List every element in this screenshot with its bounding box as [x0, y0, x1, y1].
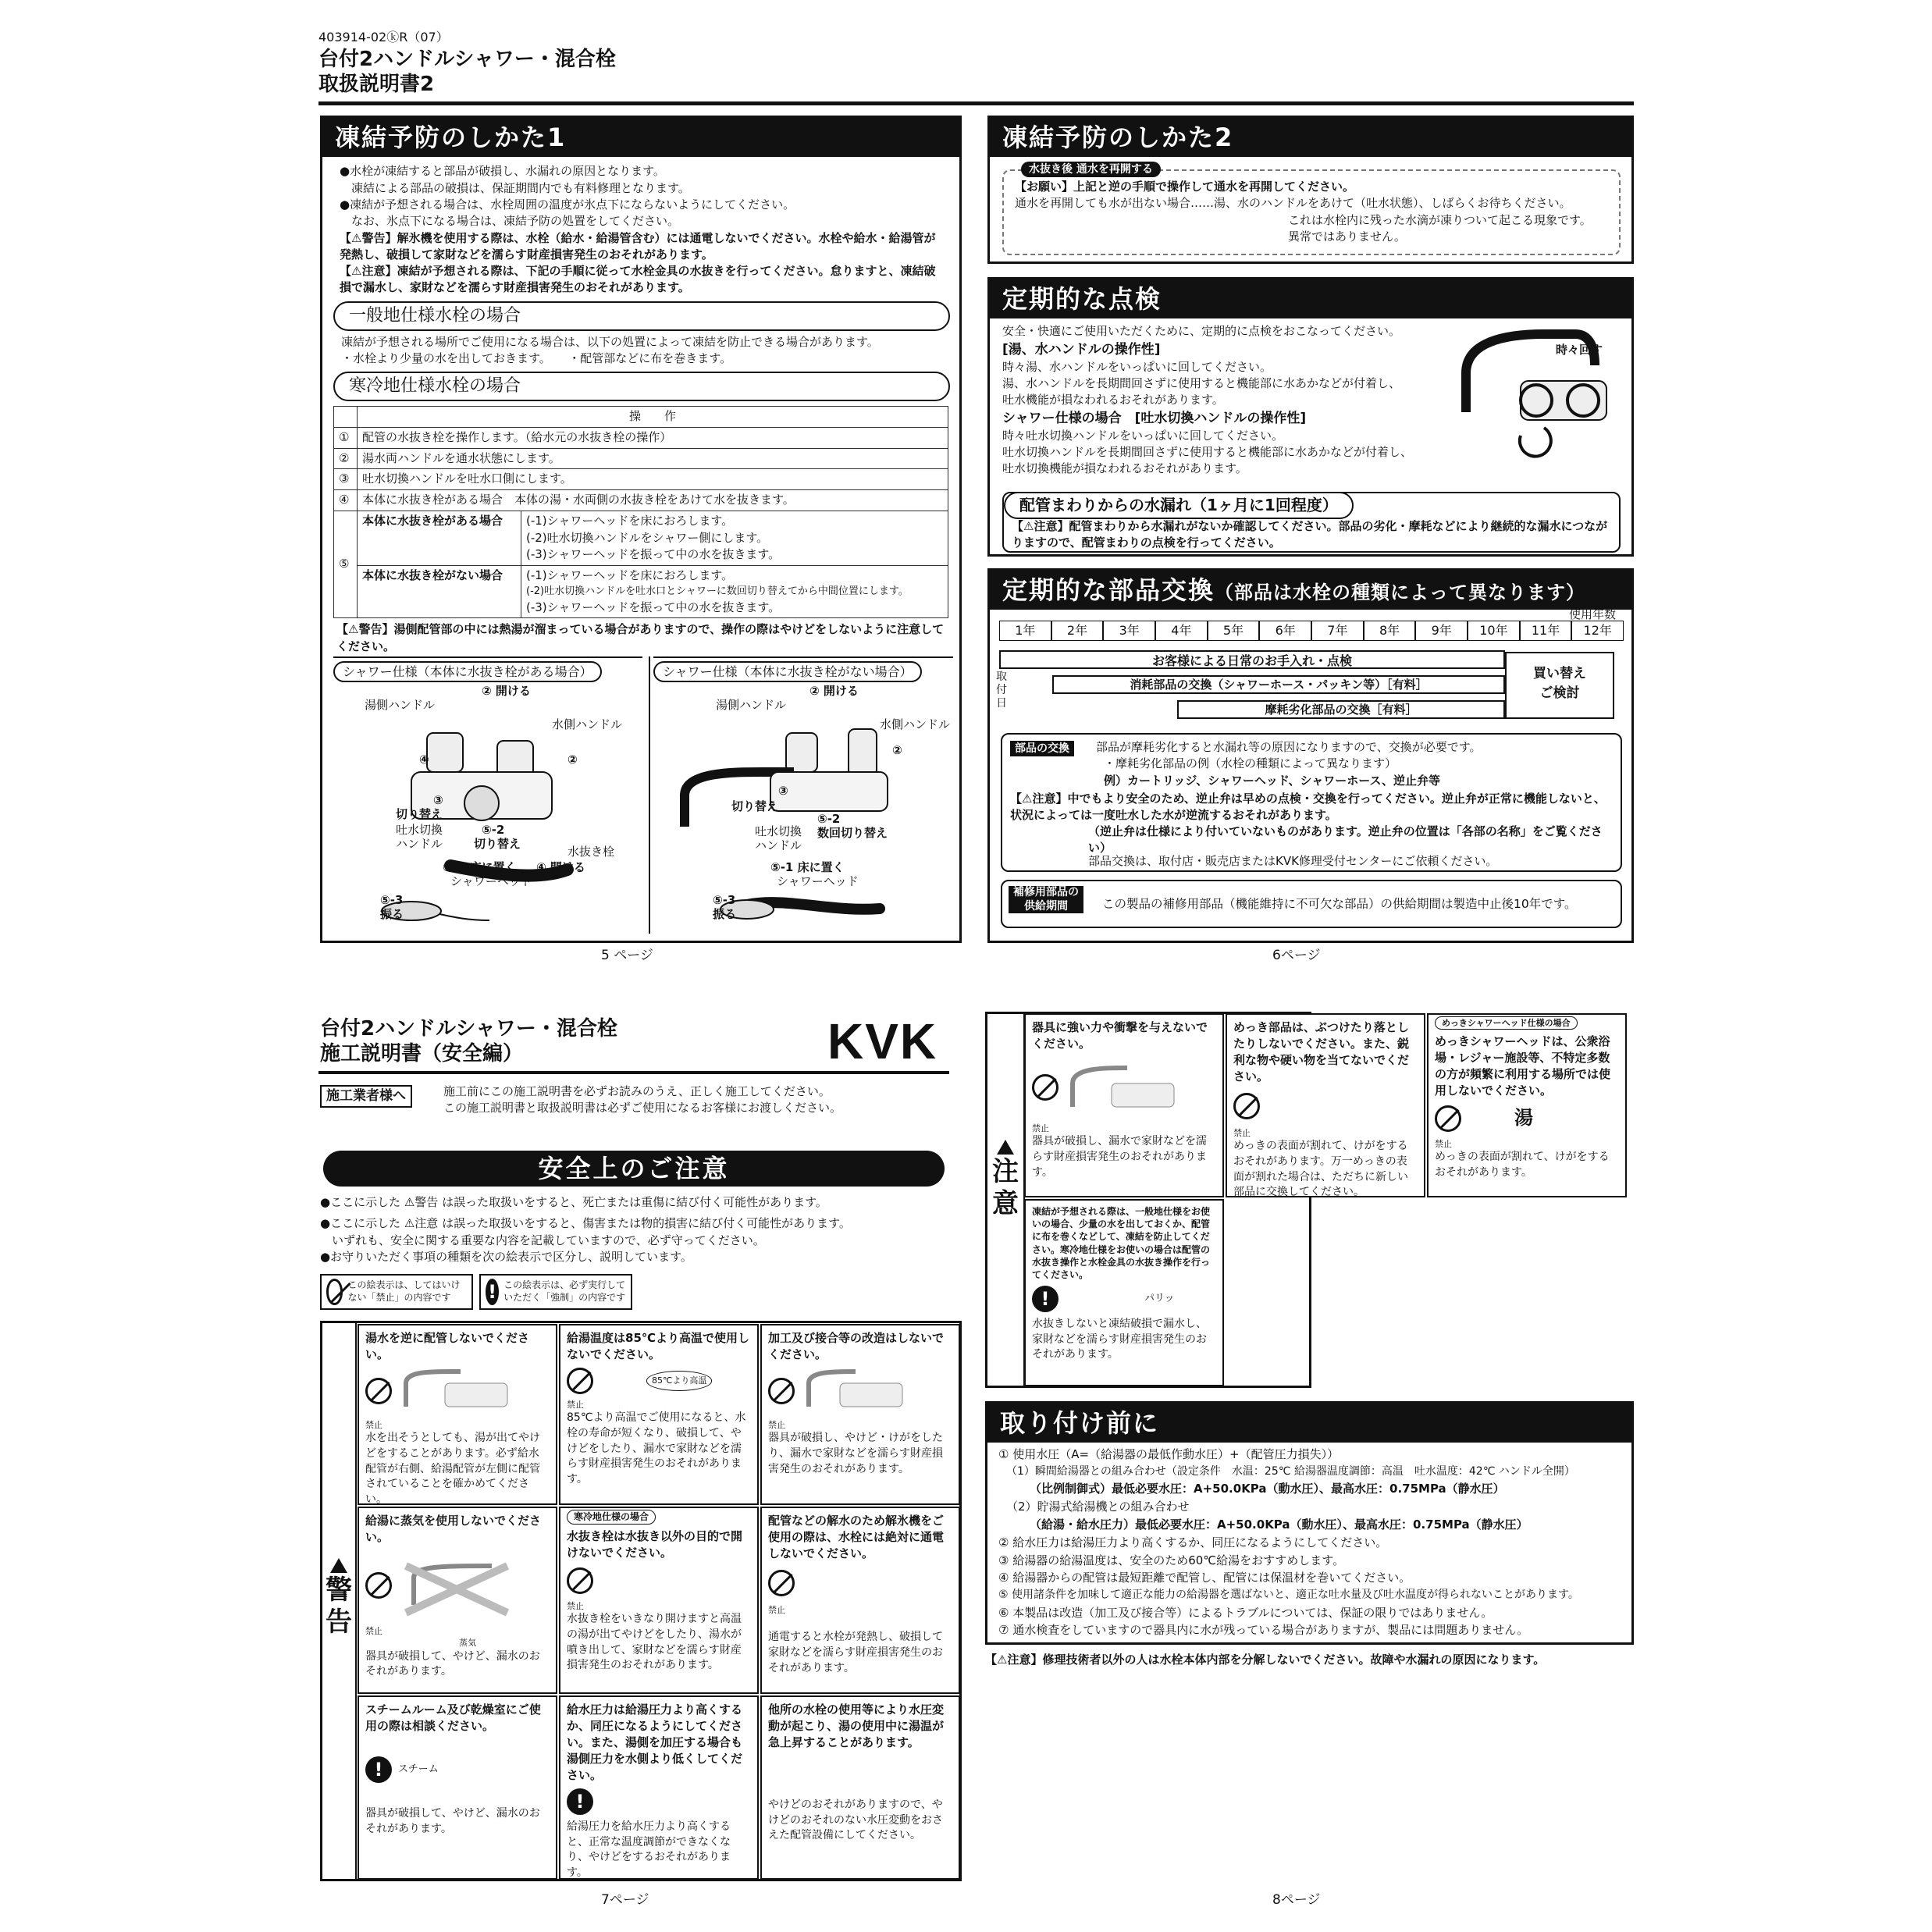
fig-label: ② [892, 743, 902, 757]
intro-line: ●凍結が予想される場合は、水栓周囲の温度が氷点下にならないようにしてください。 [340, 197, 795, 212]
inspect-line: 時々吐水切換ハンドルをいっぱいに回してください。 [1002, 428, 1284, 443]
replace-line: ご検討 [1539, 685, 1580, 701]
inspect-line: 吐水切換機能が損なわれるおそれがあります。 [1002, 461, 1247, 476]
before-line: （1）瞬間給湯器との組み合わせ（設定条件 水温：25℃ 給湯器温度調節：高温 吐水温度：42℃ ハンドル全開） [1006, 1465, 1575, 1478]
fig-label: 湯側ハンドル [716, 698, 787, 712]
fig-label: ② 開ける [482, 684, 531, 698]
row-text: 配管の水抜き栓を操作します。（給水元の水抜き栓の操作） [358, 427, 948, 448]
step: (-1)シャワーヘッドを床におろします。 [526, 568, 734, 583]
cell-heading: 給水圧力は給湯圧力より高くするか、同圧になるようにしてください。また、湯側を加圧する場合も湯側圧力を水側より低くしてください。 [567, 1703, 743, 1782]
parts-heading [990, 571, 1631, 610]
before-line: （比例制御式）最低必要水圧：A+50.0KPa（動水圧）、最高水圧：0.75MPa（静水圧） [1030, 1482, 1505, 1496]
exchange-box [1001, 733, 1622, 872]
safety-line: ●ここに示した ⚠警告 は誤った取扱いをすると、死亡または重傷に結び付く可能性があります。 [320, 1195, 827, 1209]
table-head: 操 作 [358, 407, 948, 428]
inspect-subhead: シャワー仕様の場合 [吐水切換ハンドルの操作性] [1002, 410, 1307, 426]
intro-line: ●水栓が凍結すると部品が破損し、水漏れの原因となります。 [340, 164, 665, 179]
caution-cell [1427, 1013, 1627, 1197]
general-items-line: ・水栓より少量の水を出しておきます。 ・配管部などに布を巻きます。 [341, 350, 732, 365]
fig-label: ② [568, 753, 578, 767]
temp-tag: 85℃より高温 [646, 1371, 712, 1390]
bar-daily-care: お客様による日常のお手入れ・点検 [999, 650, 1505, 669]
step: (-2)吐水切換ハンドルを吐水口とシャワーに数回切り替えてから中間位置にします。 [526, 585, 909, 597]
year-cell: 3年 [1103, 621, 1155, 641]
inspect-line: 時々湯、水ハンドルをいっぱいに回してください。 [1002, 359, 1272, 374]
cell-body: やけどのおそれがありますので、やけどのおそれのない水圧変動をおさえた配管設備にしてください。 [768, 1799, 943, 1842]
prohibited-icon [567, 1567, 593, 1594]
page-number-6: 6ページ [1272, 948, 1321, 963]
exchange-tag: 部品の交換 [1010, 741, 1074, 756]
header-rule [318, 101, 1634, 105]
row5b-steps [521, 566, 948, 618]
row-number: ③ [334, 469, 358, 490]
turn-label: 時々回す [1556, 343, 1603, 357]
row-number: ② [334, 448, 358, 469]
warning-cell [760, 1695, 960, 1880]
warning-cell [760, 1324, 960, 1505]
cell-body: 水抜き栓をいきなり開けますと高温の湯が出てやけどをしたり、湯水が噴き出して、家財などを濡らす財産損害発生のおそれがあります。 [567, 1613, 742, 1672]
exchange-text [1096, 739, 1611, 789]
caution-cell [1024, 1013, 1224, 1197]
page-6-heading: 凍結予防のしかた2 [990, 118, 1631, 157]
fig-label: ④ 開ける [536, 860, 585, 874]
install-date-label: 取付日 [996, 671, 1007, 710]
step: (-2)吐水切換ハンドルをシャワー側にします。 [526, 530, 769, 545]
warning-cell [358, 1324, 557, 1505]
row5a-steps [521, 511, 948, 565]
warning-side [322, 1323, 357, 1879]
resume-line: 異常ではありません。 [1288, 229, 1406, 244]
prohibited-icon [768, 1570, 795, 1596]
cell-heading: めっきシャワーヘッドは、公衆浴場・レジャー施設等、不特定多数の方が頻繁に利用する場所では使用しないでください。 [1435, 1034, 1611, 1098]
step: (-1)シャワーヘッドを床におろします。 [526, 513, 734, 528]
row-text: 本体に水抜き栓がある場合 本体の湯・水両側の水抜き栓をあけて水を抜きます。 [358, 490, 948, 511]
install-subtitle: 施工説明書（安全編） [320, 1042, 524, 1066]
page-6-resume [987, 116, 1634, 264]
supply-tag [1009, 886, 1083, 913]
inspection-heading: 定期的な点検 [990, 279, 1631, 318]
fig-label: ② 開ける [809, 684, 859, 698]
page-number-7: 7ページ [601, 1892, 649, 1908]
installer-text [443, 1083, 841, 1117]
before-line: （給湯・給水圧力）最低必要水圧：A+50.0KPa（動水圧）、最高水圧：0.75MPa（静水圧） [1030, 1517, 1528, 1532]
forbid-label: 禁止 [365, 1626, 382, 1636]
fig-label: ⑤-1 床に置く [770, 860, 845, 874]
cell-heading: 水抜き栓は水抜き以外の目的で開けないでください。 [567, 1529, 743, 1560]
row-text: 吐水切換ハンドルを吐水口側にします。 [358, 469, 948, 490]
prohibited-icon [768, 1378, 795, 1404]
safety-heading: 安全上のご注意 [323, 1151, 945, 1187]
fig-label: 水側ハンドル [552, 717, 623, 731]
table-row [334, 469, 948, 490]
faucet-icon [398, 1368, 523, 1414]
year-cell: 8年 [1364, 621, 1416, 641]
cold-tag: 寒冷地仕様の場合 [567, 1510, 656, 1525]
supply-period-box [1001, 880, 1622, 928]
exchange-line: 部品が摩耗劣化すると水漏れ等の原因になりますので、交換が必要です。 [1096, 740, 1482, 754]
fig-label: シャワーヘッド [777, 874, 859, 888]
before-line: ⑤ 使用諸条件を加味して適正な能力の給湯器を選ばないと、適正な吐水量及び吐水温度が得られないことがあります。 [998, 1589, 1579, 1602]
warning-hot-water: 【⚠警告】湯側配管部の中には熱湯が溜まっている場合がありますので、操作の際はやけどをしないように注意してください。 [336, 622, 945, 653]
cell-body: 通電すると水栓が発熱し、破損して家財などを濡らす財産損害発生のおそれがあります。 [768, 1631, 943, 1674]
cell-heading: めっき部品は、ぶつけたり落としたりしないでください。また、鋭利な物や硬い物を当てないでください。 [1233, 1020, 1410, 1083]
supply-text: この製品の補修用部品（機能維持に不可欠な部品）の供給期間は製造中止後10年です。 [1102, 897, 1577, 911]
year-cell: 11年 [1520, 621, 1572, 641]
row-number: ⑤ [334, 511, 358, 618]
resume-line: 【お願い】上記と逆の手順で操作して通水を再開してください。 [1015, 180, 1355, 194]
figure-with-drain [333, 656, 642, 934]
cell-body: 器具が破損し、漏水で家財などを濡らす財産損害発生のおそれがあります。 [1032, 1135, 1207, 1179]
page-5-intro [322, 157, 959, 296]
page-number-8: 8ページ [1272, 1892, 1321, 1908]
fig-label: ⑤-1 床に置く [443, 860, 517, 874]
before-line: ② 給水圧力は給湯圧力より高くするか、同圧になるようにしてください。 [998, 1535, 1388, 1550]
fig-label: ③ [433, 793, 443, 807]
parts-heading-main: 定期的な部品交換 [1002, 575, 1215, 605]
drain-operations-table [333, 406, 948, 618]
warning-cell [559, 1507, 759, 1694]
supply-tag-line: 補修用部品の [1013, 886, 1079, 898]
leak-title: 配管まわりからの水漏れ（1ヶ月に1回程度） [1004, 492, 1354, 519]
cell-heading: 他所の水栓の使用等により水圧変動が起こり、湯の使用中に湯温が急上昇することがあります。 [768, 1703, 945, 1749]
before-heading: 取り付け前に [987, 1404, 1631, 1443]
prohibited-icon [1233, 1093, 1260, 1119]
fig-label: ⑤-2 [482, 823, 505, 837]
cell-body: 器具が破損して、やけど、漏水のおそれがあります。 [365, 1807, 540, 1835]
prohibited-icon [326, 1279, 343, 1305]
cell-body: 器具が破損し、やけど・けがをしたり、漏水で家財などを濡らす財産損害発生のおそれがあります。 [768, 1432, 943, 1475]
fig-label: 吐水切換 [396, 823, 443, 837]
installer-tag: 施工業者様へ [320, 1085, 412, 1108]
year-cell: 12年 [1571, 621, 1624, 641]
safety-line: ●ここに示した ⚠注意 は誤った取扱いをすると、傷害または物的損害に結び付く可能性があります。 [320, 1216, 851, 1231]
figure-title: シャワー仕様（本体に水抜き栓がある場合） [333, 661, 602, 682]
caution-cell [1226, 1013, 1425, 1197]
mandatory-icon: ! [1032, 1286, 1059, 1312]
final-caution: 【⚠注意】修理技術者以外の人は水栓本体内部を分解しないでください。故障や水漏れの原因になります。 [985, 1653, 1546, 1667]
step: (-3)シャワーヘッドを振って中の水を抜きます。 [526, 547, 781, 562]
table-row [334, 427, 948, 448]
cell-heading: 器具に強い力や衝撃を与えないでください。 [1032, 1020, 1208, 1051]
replace-box [1505, 652, 1614, 719]
warning-antifreeze: 【⚠警告】解氷機を使用する際は、水栓（給水・給湯管含む）には通電しないでください。水栓や給水・給湯管が発熱し、破損して家財などを濡らす財産損害発生のおそれがあります。 [340, 230, 936, 262]
table-row [334, 566, 948, 618]
before-line: ④ 給湯器からの配管は最短距離で配管し、配管には保温材を巻いてください。 [998, 1571, 1411, 1585]
year-cell: 10年 [1468, 621, 1520, 641]
fig-label: 振る [713, 907, 737, 921]
steam-label: スチーム [398, 1763, 439, 1775]
kvk-logo: KVK [827, 1013, 938, 1069]
leak-box [1002, 492, 1621, 553]
caution-cell [1024, 1199, 1224, 1386]
fig-label: ⑤-3 [380, 893, 404, 907]
cold-spec-title: 寒冷地仕様水栓の場合 [333, 372, 950, 401]
safety-line: いずれも、安全に関する重要な内容を記載していますので、必ず守ってください。 [320, 1233, 765, 1247]
installer-line: この施工説明書と取扱説明書は必ずご使用になるお客様にお渡しください。 [443, 1101, 842, 1115]
warning-cell [358, 1695, 557, 1880]
year-scale [999, 621, 1624, 641]
before-line: ③ 給湯器の給湯温度は、安全のため60℃給湯をおすすめします。 [998, 1553, 1345, 1567]
figure-title: シャワー仕様（本体に水抜き栓がない場合） [653, 661, 922, 682]
year-cell: 6年 [1259, 621, 1311, 641]
mandatory-icon: ! [486, 1279, 499, 1305]
legend-mandatory [479, 1274, 632, 1310]
cell-heading: 給湯温度は85℃より高温で使用しないでください。 [567, 1331, 750, 1361]
row-text: 湯水両ハンドルを通水状態にします。 [358, 448, 948, 469]
plated-tag: めっきシャワーヘッド仕様の場合 [1435, 1016, 1578, 1030]
resume-title: 水抜き後 通水を再開する [1021, 162, 1161, 177]
warning-side-label: 警告 [326, 1574, 352, 1638]
fig-label: 切り替え [396, 807, 443, 821]
document-title: 台付2ハンドルシャワー・混合栓 [318, 48, 616, 71]
repair-contact: 部品交換は、取付店・販売店またはKVK修理受付センターにご依頼ください。 [1088, 854, 1498, 868]
page-5 [320, 116, 962, 943]
bar-consumables: 消耗部品の交換（シャワーホース・パッキン等）［有料］ [1052, 675, 1505, 694]
freeze-text: 凍結が予想される際は、一般地仕様をお使いの場合、少量の水を出しておくか、配管に布を巻くなどして、凍結を防止してください。寒冷地仕様をお使いの場合は配管の水抜き操作と水栓金具の水抜き操作を行ってください。 [1032, 1206, 1211, 1280]
prohibited-icon [1032, 1074, 1059, 1101]
figure-divider [649, 656, 650, 934]
safety-notes [320, 1194, 945, 1265]
cell-body: めっきの表面が割れて、けがをするおそれがあります。 [1435, 1151, 1610, 1179]
resume-line: 通水を再開しても水が出ない場合……湯、水のハンドルをあけて（吐水状態）、しばらくお待ちください。 [1015, 196, 1571, 211]
before-line: ① 使用水圧（A=（給湯器の最低作動水圧）+（配管圧力損失）） [998, 1447, 1340, 1462]
exchange-line: ・摩耗劣化部品の例（水栓の種類によって異なります） [1104, 756, 1397, 771]
fig-label: 切り替え [731, 799, 779, 813]
cell-body: めっきの表面が割れて、けがをするおそれがあります。万一めっきの表面が割れた場合は、ただちに新しい部品に交換してください。 [1233, 1140, 1408, 1199]
caution-drain: 【⚠注意】凍結が予想される際は、下記の手順に従って水栓金具の水抜きを行ってください。怠りますと、凍結破損で漏水し、家財などを濡らす財産損害発生のおそれがあります。 [340, 264, 936, 295]
fig-label: シャワーヘッド [450, 874, 532, 888]
step: (-3)シャワーヘッドを振って中の水を抜きます。 [526, 600, 781, 614]
resume-line: これは水栓内に残った水滴が凍りついて起こる現象です。 [1288, 212, 1592, 227]
inspect-subhead: [湯、水ハンドルの操作性] [1002, 341, 1161, 358]
bar-worn-parts: 摩耗劣化部品の交換［有料］ [1177, 700, 1505, 719]
fig-label: ハンドル [755, 838, 802, 852]
general-spec-text [333, 331, 948, 371]
table-row [334, 490, 948, 511]
fig-label: ⑤-2 [817, 812, 841, 826]
before-line: （2）貯湯式給湯機との組み合わせ [1006, 1500, 1190, 1514]
forbid-label: 禁止 [365, 1420, 382, 1430]
legend-text: この絵表示は、してはいけない「禁止」の内容です [347, 1279, 461, 1303]
before-install [985, 1401, 1634, 1645]
resume-box [1002, 163, 1621, 255]
steam-faucet-icon [398, 1558, 515, 1613]
cell-heading: 給湯に蒸気を使用しないでください。 [365, 1514, 542, 1544]
before-line: ⑥ 本製品は改造（加工及び接合等）によるトラブルについては、保証の限りではありません。 [998, 1605, 1493, 1620]
cell-body: 水抜きしないと凍結破損で漏水し、家財などを濡らす財産損害発生のおそれがあります。 [1032, 1318, 1207, 1361]
cell-body: 水を出そうとしても、湯が出てやけどをすることがあります。必ず給水配管が右側、給湯配管が左側に配管されていることを確かめてください。 [365, 1432, 540, 1506]
inspect-line: 吐水切換ハンドルを長期間回さずに使用すると機能部に水あかなどが付着し、 [1002, 445, 1413, 460]
cell-body: 給湯圧力を給水圧力より高くすると、正常な温度調節ができなくなり、やけどをするおそれがあります。 [567, 1820, 731, 1879]
general-spec-title: 一般地仕様水栓の場合 [333, 301, 950, 331]
installer-line: 施工前にこの施工説明書を必ずお読みのうえ、正しく施工してください。 [443, 1084, 831, 1098]
check-valve-note: （逆止弁は仕様により付いていないものがあります。逆止弁の位置は「各部の名称」をご覧ください） [1088, 824, 1603, 856]
caution-side [987, 1014, 1025, 1386]
forbid-label: 禁止 [768, 1420, 785, 1430]
page-5-heading: 凍結予防のしかた1 [322, 118, 959, 157]
fig-label: ⑤-3 [713, 893, 736, 907]
year-cell: 2年 [1051, 621, 1104, 641]
inspect-line: 湯、水ハンドルを長期間回さずに使用すると機能部に水あかなどが付着し、 [1002, 376, 1401, 391]
faucet-impact-icon [1065, 1060, 1182, 1115]
inspect-line: 吐水機能が損なわれるおそれがあります。 [1002, 393, 1224, 407]
mandatory-icon: ! [567, 1788, 593, 1815]
check-valve-caution: 【⚠注意】中でもより安全のため、逆止弁は早めの点検・交換を行ってください。逆止弁が正常に機能しないと、状況によっては一度吐水した水が逆流するおそれがあります。 [1010, 792, 1606, 823]
fig-label: 湯側ハンドル [365, 698, 436, 712]
general-text-line: 凍結が予想される場所でご使用になる場合は、以下の処置によって凍結を防止できる場合があります。 [341, 334, 879, 349]
fig-label: 振る [380, 907, 404, 921]
cell-heading: スチームルーム及び乾燥室にご使用の際は相談ください。 [365, 1703, 541, 1733]
inspect-line: 安全・快適にご使用いただくために、定期的に点検をおこなってください。 [1002, 324, 1401, 339]
faucet-icon [801, 1368, 910, 1414]
document-subtitle: 取扱説明書2 [318, 73, 435, 96]
page-6-inspection [987, 277, 1634, 557]
forbid-label: 禁止 [1435, 1139, 1452, 1149]
cell-heading: 加工及び接合等の改造はしないでください。 [768, 1331, 945, 1361]
supply-tag-line: 供給期間 [1024, 899, 1068, 913]
figure-without-drain [653, 656, 953, 934]
year-cell: 7年 [1311, 621, 1364, 641]
legend-text: この絵表示は、必ず実行していただく「強制」の内容です [503, 1279, 626, 1303]
table-row [334, 448, 948, 469]
years-label: 使用年数 [1569, 607, 1617, 621]
row5a-head: 本体に水抜き栓がある場合 [358, 511, 521, 565]
year-cell: 9年 [1415, 621, 1468, 641]
table-row [334, 511, 948, 565]
prohibited-icon [1435, 1105, 1461, 1132]
prohibited-icon [365, 1572, 392, 1599]
forbid-label: 禁止 [768, 1605, 785, 1615]
install-title: 台付2ハンドルシャワー・混合栓 [320, 1017, 617, 1041]
year-cell: 5年 [1208, 621, 1260, 641]
caution-side-label: 注意 [992, 1155, 1019, 1219]
forbid-label: 禁止 [567, 1400, 584, 1410]
warning-cell [760, 1507, 960, 1694]
intro-line: なお、氷点下になる場合は、凍結予防の処置をしてください。 [340, 214, 680, 229]
page-6-parts [987, 568, 1634, 943]
mandatory-icon: ! [365, 1756, 392, 1783]
install-rule [318, 1071, 949, 1074]
safety-line: ●お守りいただく事項の種類を次の絵表示で区分し、説明しています。 [320, 1249, 692, 1264]
fig-label: 切り替え [474, 837, 521, 851]
fig-label: 水側ハンドル [880, 717, 951, 731]
row-number: ① [334, 427, 358, 448]
warning-cell [559, 1324, 759, 1505]
crack-label: パリッ [1144, 1293, 1175, 1305]
row5b-head: 本体に水抜き栓がない場合 [358, 566, 521, 618]
fig-label: 数回切り替え [817, 826, 888, 840]
forbid-label: 禁止 [1032, 1123, 1049, 1133]
forbid-label: 禁止 [567, 1601, 584, 1611]
warning-cell [559, 1695, 759, 1880]
exchange-line: 例）カートリッジ、シャワーヘッド、シャワーホース、逆止弁等 [1104, 773, 1440, 788]
hot-label: 湯 [1514, 1107, 1533, 1130]
row-number: ④ [334, 490, 358, 511]
prohibited-icon [567, 1368, 593, 1394]
warning-icon [330, 1558, 347, 1573]
caution-icon [997, 1140, 1014, 1155]
steam-label: 蒸気 [459, 1638, 476, 1649]
fig-label: 吐水切換 [755, 824, 802, 838]
intro-line: 凍結による部品の破損は、保証期間内でも有料修理となります。 [340, 180, 690, 195]
warning-cell [358, 1507, 557, 1694]
year-cell: 1年 [999, 621, 1051, 641]
cell-heading: 配管などの解水のため解氷機をご使用の際は、水栓には絶対に通電しないでください。 [768, 1514, 945, 1560]
parts-heading-sub: （部品は水栓の種類によって異なります） [1215, 582, 1586, 603]
document-code: 403914-02ⓚR（07） [318, 30, 449, 44]
fig-label: 水抜き栓 [568, 845, 615, 859]
replace-line: 買い替え [1533, 666, 1586, 681]
before-line: ⑦ 通水検査をしていますので器具内に水が残っている場合がありますが、製品には問題ありません。 [998, 1623, 1529, 1638]
year-cell: 4年 [1155, 621, 1208, 641]
prohibited-icon [365, 1378, 392, 1404]
cell-body: 器具が破損して、やけど、漏水のおそれがあります。 [365, 1649, 540, 1678]
fig-label: ハンドル [396, 837, 443, 851]
cell-body: 85℃より高温でご使用になると、水栓の寿命が短くなり、破損して、やけどをしたり、漏水で家財などを濡らす財産損害発生のおそれがあります。 [567, 1411, 746, 1485]
fig-label: ③ [778, 784, 788, 798]
page-number-5: 5 ページ [601, 948, 653, 963]
leak-caution: 【⚠注意】配管まわりから水漏れがないか確認してください。部品の劣化・摩耗などにより継続的な漏水につながりますので、配管まわりの点検を行ってください。 [1012, 519, 1608, 550]
fig-label: ④ [419, 753, 429, 767]
cell-heading: 湯水を逆に配管しないでください。 [365, 1331, 530, 1361]
forbid-label: 禁止 [1233, 1128, 1251, 1138]
legend-prohibited [320, 1274, 473, 1310]
